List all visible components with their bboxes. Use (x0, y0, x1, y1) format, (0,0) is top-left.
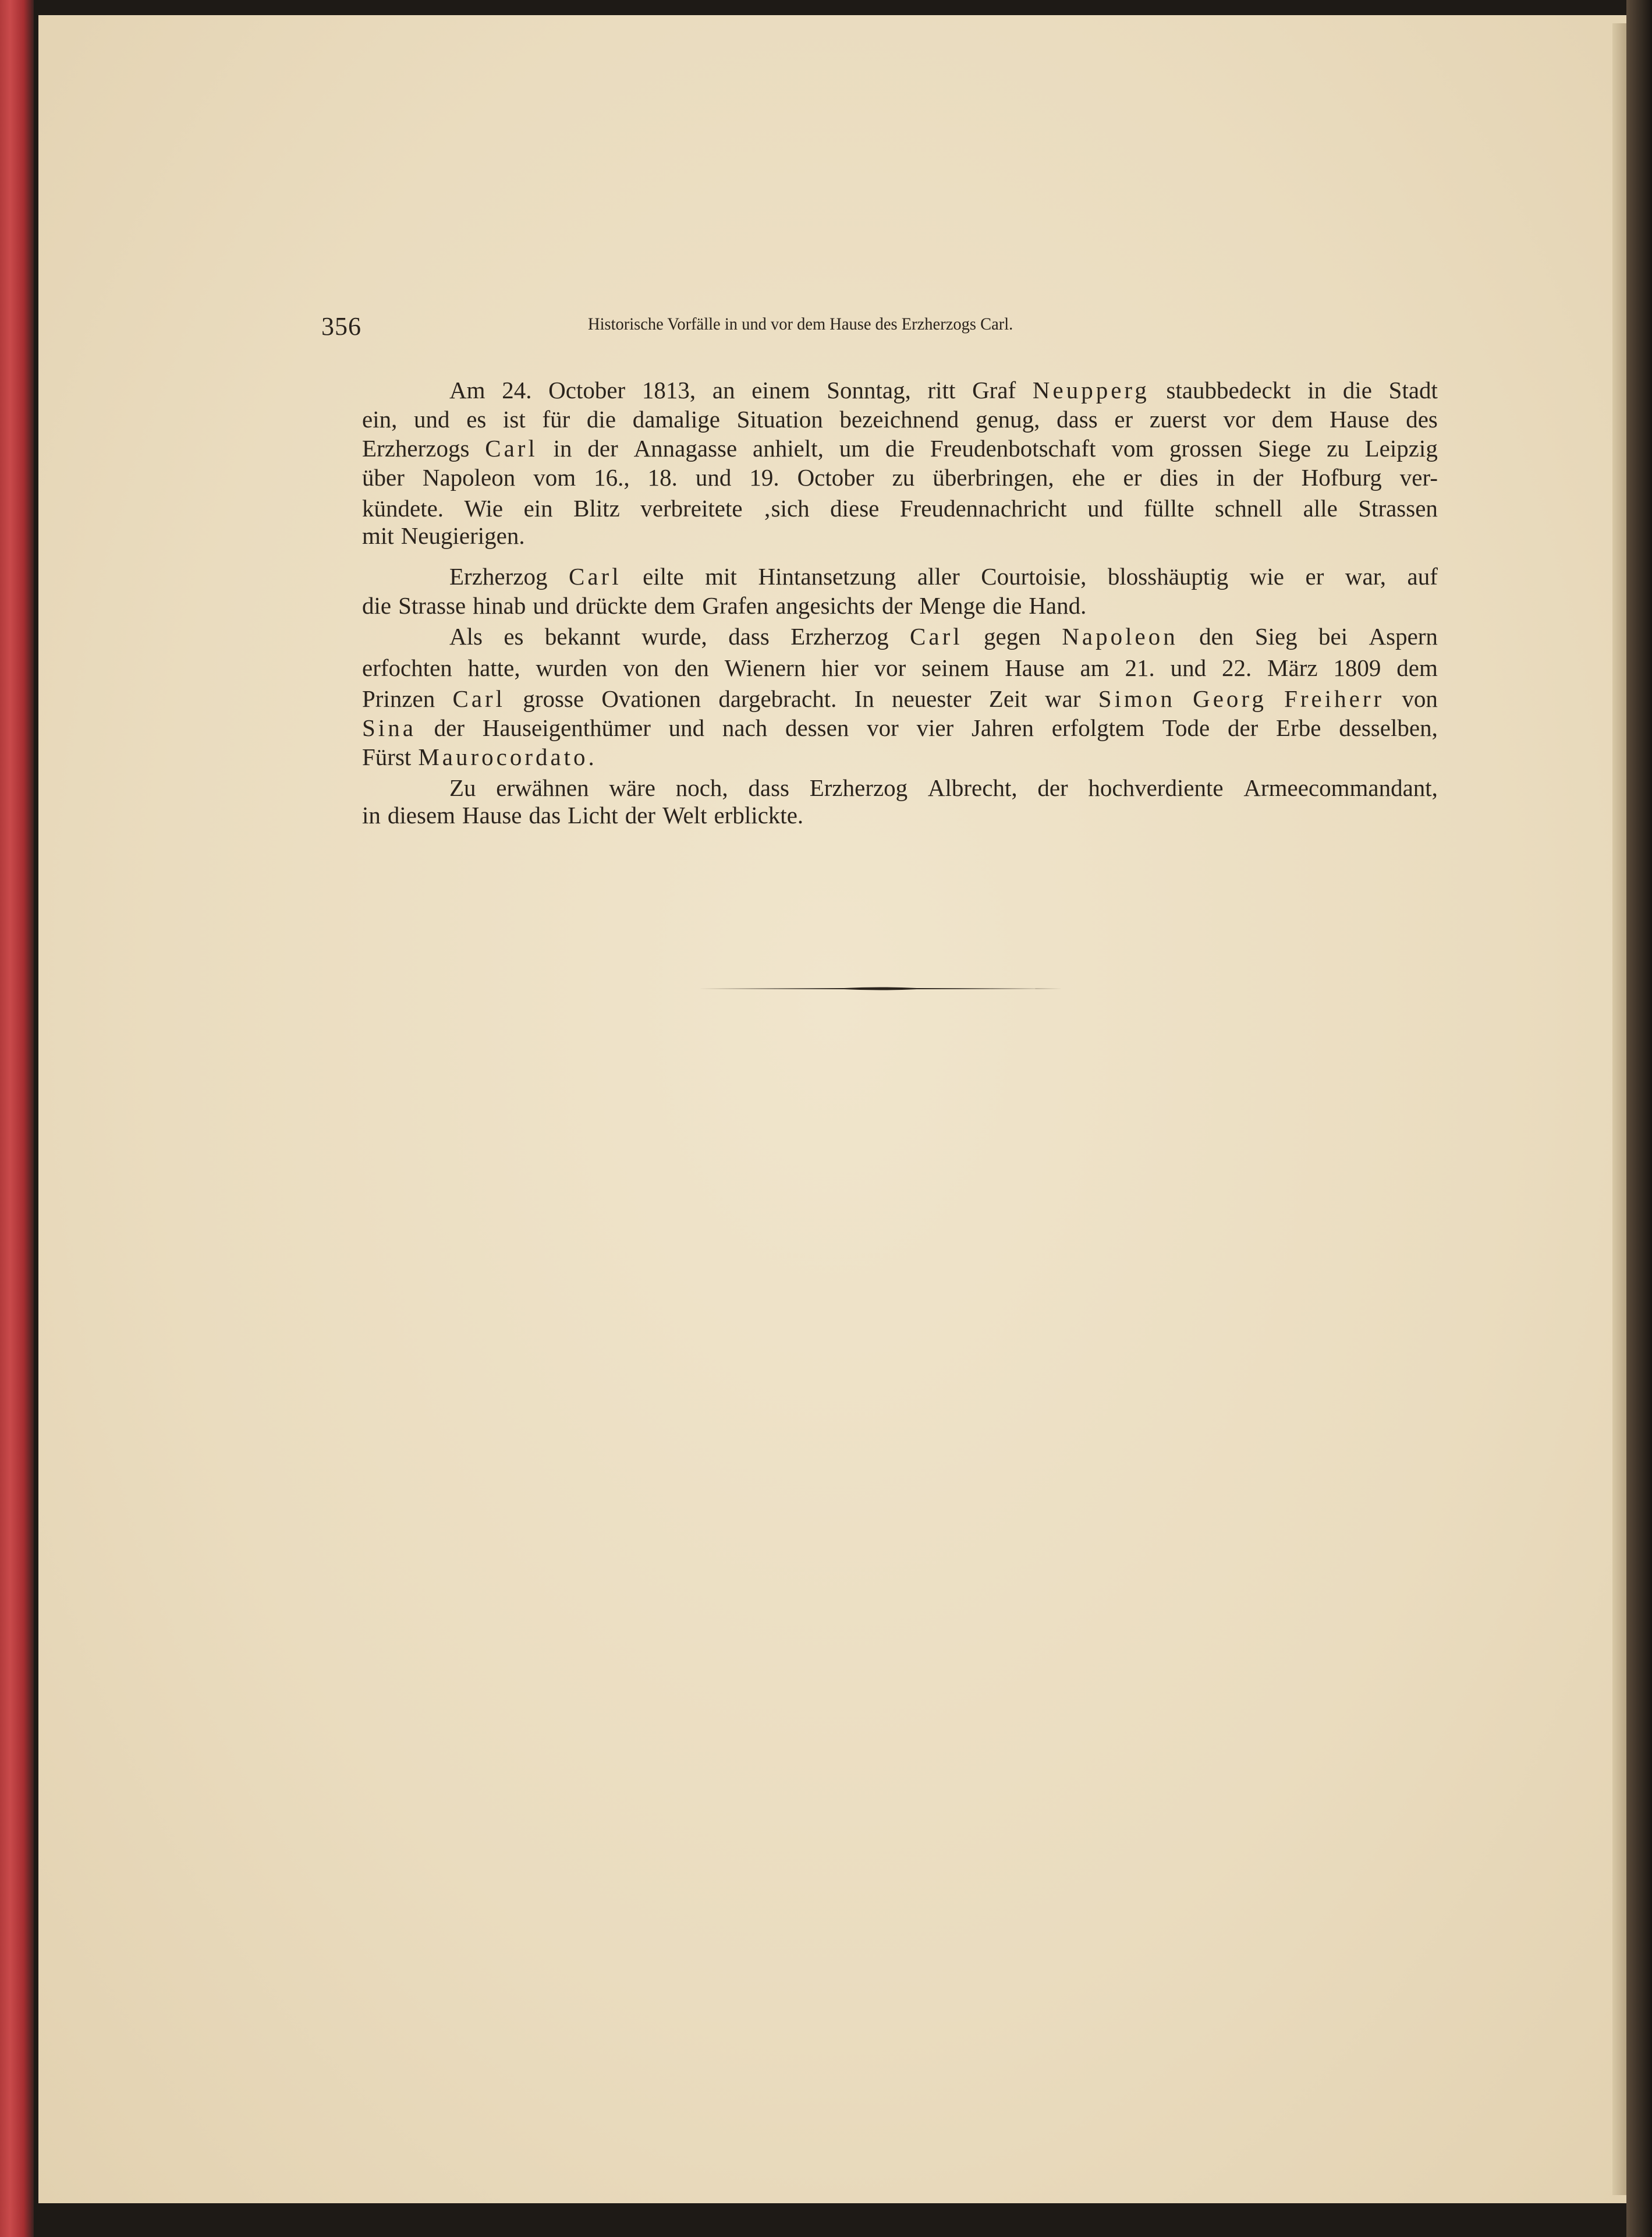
word: dem (654, 592, 696, 619)
word: Tode (1162, 714, 1210, 741)
word: noch, (675, 774, 728, 801)
word: füllte (1144, 495, 1194, 522)
word: den (674, 654, 709, 681)
word: seinem (921, 654, 990, 681)
word: Blitz (573, 495, 620, 522)
word: Annagasse (633, 435, 738, 462)
spaced-name-word: Freiherr (1284, 685, 1385, 712)
word: dass (728, 623, 770, 650)
page-number: 356 (321, 312, 361, 341)
spaced-name-word: Georg (1193, 685, 1267, 712)
word: hier (821, 654, 859, 681)
word: 18. (647, 464, 678, 491)
word: Grafen (702, 592, 769, 619)
word: Jahren (971, 714, 1034, 741)
word: hatte, (467, 654, 520, 681)
word: Hause (1330, 406, 1389, 433)
word: bekannt (544, 623, 621, 650)
text-line (362, 405, 1438, 434)
word: Licht (568, 802, 618, 829)
spaced-name-word: Carl (452, 685, 506, 712)
word: Menge (919, 592, 986, 619)
word: die (885, 435, 915, 462)
text-line (362, 591, 1438, 620)
word: 16., (594, 464, 630, 491)
word: neuester (891, 685, 972, 712)
word: 1813, (641, 377, 696, 403)
word: es (466, 406, 487, 433)
word: März (1267, 654, 1318, 681)
word: die (586, 406, 616, 433)
word: in (1307, 377, 1327, 403)
word: staubbedeckt (1166, 377, 1291, 403)
word: in (362, 802, 381, 829)
word: vor (874, 654, 906, 681)
word: das (529, 802, 561, 829)
word: dass (748, 774, 790, 801)
word: Fürst (362, 744, 412, 770)
spaced-name-word: Maurocordato. (418, 744, 597, 770)
text-line (449, 376, 1438, 405)
spaced-name-word: Carl (485, 435, 538, 462)
word: Erzherzog (790, 623, 889, 650)
word: diese (830, 495, 880, 522)
text-line (362, 801, 1438, 830)
word: für (542, 406, 570, 433)
red-binding-edge (0, 0, 34, 2237)
word: ‚sich (763, 495, 810, 522)
word: desselben, (1339, 714, 1438, 741)
word: hinab (473, 592, 526, 619)
word: Ovationen (601, 685, 701, 712)
word: war (1045, 685, 1081, 712)
word: erblickte. (714, 802, 804, 829)
word: Hauseigenthümer (482, 714, 651, 741)
word: anhielt, (753, 435, 824, 462)
scan-border-right (1626, 0, 1652, 2237)
spaced-name-word: Napoleon (1062, 623, 1178, 650)
word: Hintansetzung (758, 563, 896, 590)
word: verbreitete (640, 495, 743, 522)
word: hochverdiente (1088, 774, 1224, 801)
word: ist (503, 406, 526, 433)
spaced-name-word: Carl (569, 563, 622, 590)
word: Erzherzog (449, 563, 548, 590)
word: genug, (975, 406, 1040, 433)
word: diesem (387, 802, 456, 829)
text-line (362, 521, 1438, 550)
word: 19. (749, 464, 779, 491)
text-line (362, 713, 1438, 742)
word: Hause (462, 802, 522, 829)
word: war, (1345, 563, 1386, 590)
word: und (1087, 495, 1123, 522)
word: Hand. (1029, 592, 1087, 619)
word: Freudenbotschaft (930, 435, 1096, 462)
word: Albrecht, (927, 774, 1018, 801)
word: dem (1271, 406, 1313, 433)
word: zuerst (1149, 406, 1207, 433)
word: zu (892, 464, 915, 491)
word: ein (523, 495, 553, 522)
word: zu (1327, 435, 1349, 462)
word: 1809 (1333, 654, 1381, 681)
word: einem (751, 377, 810, 403)
word: Aspern (1369, 623, 1438, 650)
word: In (854, 685, 874, 712)
word: am (1080, 654, 1109, 681)
word: bei (1318, 623, 1348, 650)
word: dessen (785, 714, 849, 741)
word: erfolgtem (1051, 714, 1145, 741)
word: um (839, 435, 870, 462)
word: grosse (523, 685, 584, 712)
word: vom (533, 464, 576, 491)
word: Wie (464, 495, 504, 522)
word: wurden (536, 654, 608, 681)
word: vom (1111, 435, 1154, 462)
word: den (1199, 623, 1234, 650)
word: und (414, 406, 450, 433)
word: 22. (1221, 654, 1252, 681)
word: wäre (609, 774, 656, 801)
text-line (362, 684, 1438, 713)
word: überbringen, (933, 464, 1054, 491)
word: Graf (972, 377, 1016, 403)
word: und (533, 592, 569, 619)
word: damalige (632, 406, 720, 433)
word: wurde, (641, 623, 707, 650)
word: alle (1303, 495, 1338, 522)
text-line (449, 622, 1438, 651)
ornamental-rule (699, 986, 1062, 991)
word: Erzherzog (809, 774, 908, 801)
word: Neugierigen. (400, 522, 525, 549)
word: in (553, 435, 572, 462)
word: mit (362, 522, 394, 549)
word: der (434, 714, 465, 741)
word: Prinzen (362, 685, 435, 712)
word: in (1216, 464, 1235, 491)
spaced-name-word: Neupperg (1032, 377, 1150, 403)
word: auf (1407, 563, 1438, 590)
word: der (882, 592, 913, 619)
word: angesichts (775, 592, 875, 619)
word: Armeecommandant, (1243, 774, 1438, 801)
word: er (1114, 406, 1133, 433)
text-line (362, 494, 1438, 523)
word: dies (1160, 464, 1199, 491)
word: October (548, 377, 626, 403)
word: vor (1223, 406, 1256, 433)
word: er (1123, 464, 1142, 491)
word: von (1402, 685, 1438, 712)
running-title: Historische Vorfälle in und vor dem Hause des Erzherzogs Carl. (588, 314, 1013, 334)
word: von (623, 654, 659, 681)
word: ritt (927, 377, 956, 403)
word: und (1170, 654, 1207, 681)
word: aller (917, 563, 960, 590)
word: der (625, 802, 656, 829)
word: ehe (1072, 464, 1105, 491)
word: Als (449, 623, 483, 650)
book-page (38, 15, 1626, 2203)
word: Welt (662, 802, 707, 829)
word: dargebracht. (718, 685, 837, 712)
word: die (362, 592, 392, 619)
word: ein, (362, 406, 398, 433)
word: des (1406, 406, 1438, 433)
text-line (362, 463, 1438, 492)
word: Hause (1005, 654, 1065, 681)
word: Wienern (724, 654, 806, 681)
text-line (449, 562, 1438, 591)
word: Hofburg (1301, 464, 1382, 491)
word: eilte (643, 563, 684, 590)
word: und (695, 464, 732, 491)
word: Erzherzogs (362, 435, 470, 462)
word: schnell (1215, 495, 1283, 522)
spaced-name-word: Simon (1098, 685, 1175, 712)
word: an (712, 377, 735, 403)
word: erwähnen (496, 774, 589, 801)
spaced-name-word: Sina (362, 714, 416, 741)
word: Strassen (1358, 495, 1438, 522)
word: kündete. (362, 495, 444, 522)
word: Freudennachricht (899, 495, 1067, 522)
word: er (1305, 563, 1324, 590)
word: 24. (502, 377, 532, 403)
word: gegen (984, 623, 1041, 650)
word: Courtoisie, (981, 563, 1087, 590)
word: und (668, 714, 705, 741)
word: die (1342, 377, 1372, 403)
word: Sieg (1254, 623, 1298, 650)
word: bezeichnend (839, 406, 959, 433)
word: der (587, 435, 618, 462)
word: Stadt (1388, 377, 1438, 403)
word: mit (705, 563, 737, 590)
word: Siege (1258, 435, 1311, 462)
word: Zeit (988, 685, 1027, 712)
word: nach (722, 714, 768, 741)
word: Sonntag, (827, 377, 911, 403)
word: es (504, 623, 524, 650)
word: wie (1249, 563, 1284, 590)
text-line (362, 742, 1438, 771)
word: dass (1057, 406, 1098, 433)
word: die (992, 592, 1022, 619)
word: über (362, 464, 405, 491)
text-line (362, 653, 1438, 682)
word: der (1227, 714, 1259, 741)
word: Am (449, 377, 485, 403)
word: drückte (575, 592, 647, 619)
word: grossen (1169, 435, 1243, 462)
word: Situation (736, 406, 823, 433)
word: Strasse (398, 592, 466, 619)
word: Napoleon (422, 464, 516, 491)
word: Leipzig (1364, 435, 1438, 462)
word: October (797, 464, 874, 491)
word: Zu (449, 774, 476, 801)
word: vier (916, 714, 954, 741)
word: ver- (1399, 464, 1438, 491)
spaced-name-word: Carl (910, 623, 963, 650)
word: dem (1396, 654, 1438, 681)
word: der (1253, 464, 1284, 491)
word: blosshäuptig (1107, 563, 1229, 590)
word: vor (867, 714, 899, 741)
text-line (362, 434, 1438, 463)
word: 21. (1125, 654, 1155, 681)
word: der (1037, 774, 1068, 801)
text-line (449, 773, 1438, 802)
word: Erbe (1276, 714, 1321, 741)
page-fore-edge (1612, 23, 1626, 2195)
word: erfochten (362, 654, 452, 681)
